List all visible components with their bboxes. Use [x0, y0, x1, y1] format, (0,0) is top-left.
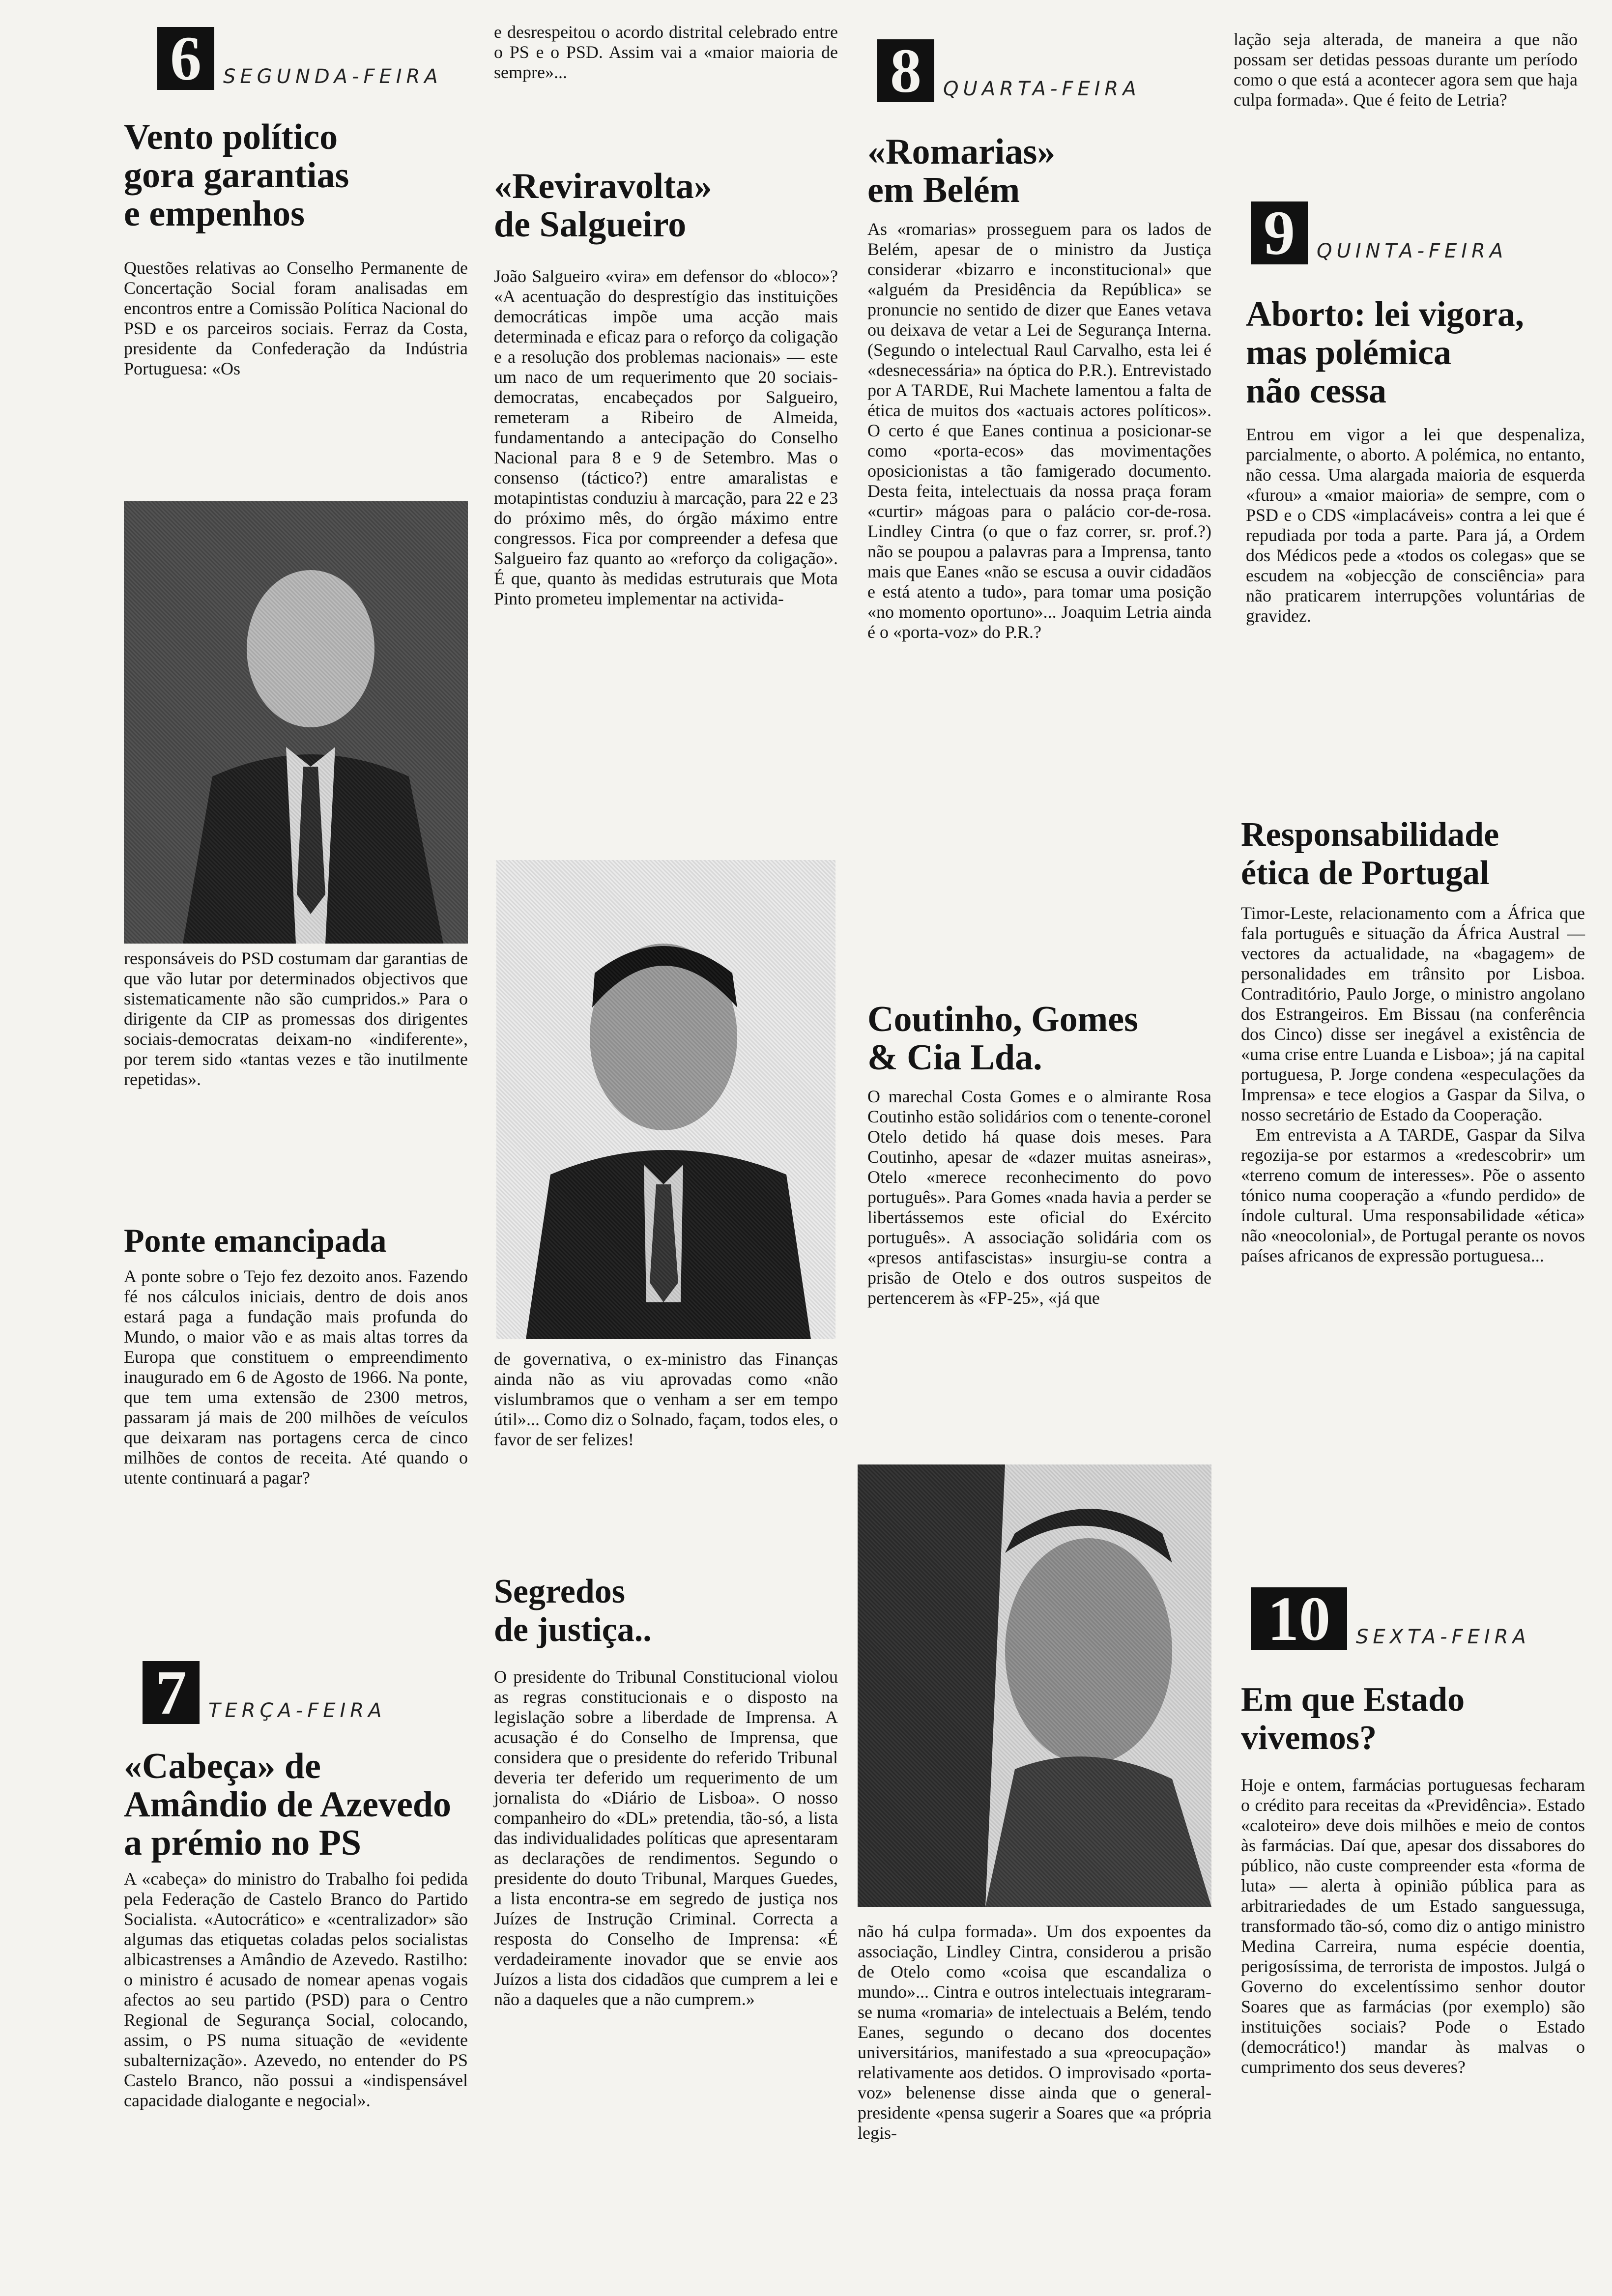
- day-name: QUINTA-FEIRA: [1317, 240, 1508, 262]
- day-number: 10: [1251, 1587, 1347, 1650]
- article-romarias-belem: [867, 133, 1211, 642]
- day-number: 6: [157, 27, 214, 90]
- photo-otelo: [858, 1464, 1211, 1907]
- day-badge-6: [157, 24, 442, 93]
- day-badge-10: [1251, 1584, 1530, 1654]
- day-number: 9: [1251, 201, 1308, 264]
- article-body: Questões relativas ao Conselho Permanente de Concertação Social foram analisadas em encontros entre a Comissão Política Nacional do PSD e os parceiros sociais. Ferraz da Costa, presidente da Confederação da Indústria Portuguesa: «Os: [124, 258, 468, 378]
- photo-salgueiro: [496, 860, 835, 1339]
- headline: Em que Estado vivemos?: [1241, 1681, 1465, 1757]
- day-badge-7: [143, 1658, 386, 1727]
- day-name: TERÇA-FEIRA: [208, 1699, 386, 1722]
- article-body: Timor-Leste, relacionamento com a África que fala português e situação da África Austral — vectores da actualidade, na «bagagem» de personalidades em trânsito por Lisboa. Contraditório, Paulo Jorge, o ministro angolano dos Estrangeiros. Em Bissau (na conferência dos Cinco) disse ser inegável a existência de «uma crise entre Luanda e Lisboa»; já na capital portuguesa, P. Jorge condena «especulações da Imprensa» e tece elogios a Gaspar da Silva, o nosso secretário de Estado da Cooperação.: [1241, 903, 1585, 1124]
- article-body: lação seja alterada, de maneira a que não possam ser detidas pessoas durante um período como o que está a acontecer agora sem que haja culpa formada». Que é feito de Letria?: [1234, 29, 1578, 110]
- article-body: A «cabeça» do ministro do Trabalho foi pedida pela Federação de Castelo Branco do Partido Socialista. «Autocrático» e «centralizador» são algumas das etiquetas coladas pelos socialistas albicastrenses a Amândio de Azevedo. Rastilho: o ministro é acusado de nomear apenas vogais afectos ao seu partido (PSD) para o Centro Regional de Segurança Social, colocando, assim, o PS numa situação de «evidente subalternização». Azevedo, no entender do PS Castelo Branco, não possui a «indispensável capacidade dialogante e negocial».: [124, 1869, 468, 2110]
- article-body: de governativa, o ex-ministro das Finanças ainda não as viu aprovadas como «não vislumbramos que o venham a ser em tempo útil»... Como diz o Solnado, façam, todos eles, o favor de ser felizes!: [494, 1349, 838, 1449]
- article-body: O marechal Costa Gomes e o almirante Rosa Coutinho estão solidários com o tenente-coronel Otelo detido há quase dois meses. Para Coutinho, apesar de «dazer muitas asneiras», Otelo «merece reconhecimento do povo português». Para Gomes «nada havia a perder se libertássemos este oficial do Exército português». A associação solidária com os «presos antifascistas» insurgiu-se contra a prisão de Otelo e dos outros suspeitos de pertencerem às «FP-25», «já que: [867, 1087, 1211, 1308]
- headline: Segredos de justiça..: [494, 1573, 652, 1649]
- headline: Responsabilidade ética de Portugal: [1241, 816, 1499, 892]
- article-body: e desrespeitou o acordo distrital celebrado entre o PS e o PSD. Assim vai a «maior maioria de sempre»...: [494, 22, 838, 82]
- headline: Coutinho, Gomes & Cia Lda.: [867, 999, 1138, 1078]
- article-segredos-justica: [494, 1573, 838, 2009]
- article-acordo-cont: [494, 22, 838, 83]
- photo-portrait-man: [124, 501, 468, 944]
- article-body: O presidente do Tribunal Constitucional violou as regras constitucionais e o disposto na legislação sobre a liberdade de Imprensa. A acusação é do Conselho de Imprensa, que considera que o presidente do referido Tribunal deveria ter deferido um requerimento de um jornalista do «Diário de Lisboa». O nosso companheiro do «DL» pretendia, tão-só, a lista das individualidades políticas que apresentaram as declarações de rendimentos. Segundo o presidente do douto Tribunal, Marques Guedes, a lista encontra-se em segredo de justiça nos Juízes de Instrução Criminal. Correcta a resposta do Conselho de Imprensa: «É verdadeiramente inovador que se envie aos Juízos a lista dos cidadãos que cumprem a lei e não a daqueles que a não cumprem.»: [494, 1667, 838, 2009]
- article-body: As «romarias» prosseguem para os lados de Belém, apesar de o ministro da Justiça considerar «bizarro e inconstitucional» que «alguém da Presidência da República» se pronuncie no sentido de dizer que Eanes vetava ou deixava de vetar a Lei de Segurança Interna. (Segundo o intelectual Raul Carvalho, esta lei é «desnecessária» na óptica do P.R.). Entrevistado por A TARDE, Rui Machete lamentou a falta de ética de muitos dos «actuais actores políticos». O certo é que Eanes continua a posicionar-se como «porta-ecos» das movimentações oposicionistas a tão famigerado documento. Desta feita, intelectuais da nossa praça foram «curtir» mágoas para o palácio cor-de-rosa. Lindley Cintra (o que o faz correr, sr. prof.?) não se poupou a palavras para a Imprensa, tanto mais que Eanes «não se escusa a ouvir cidadãos e está atento a tudo», para tomar uma posição «no momento oportuno»... Joaquim Letria ainda é o «porta-voz» do P.R.?: [867, 219, 1211, 642]
- article-body: Entrou em vigor a lei que despenaliza, parcialmente, o aborto. A polémica, no entanto, não cessa. Uma alargada maioria de esquerda «furou» a «maior maioria» de sempre, com o PSD e o CDS «implacáveis» contra a lei que é repudiada por toda a parte. Para já, a Ordem dos Médicos pede a «todos os colegas» que se escudem na «objecção de consciência» para não praticarem interrupções voluntárias de gravidez.: [1246, 425, 1585, 626]
- day-badge-9: [1251, 198, 1508, 268]
- article-aborto-lei: [1246, 295, 1585, 626]
- day-number: 7: [143, 1661, 200, 1724]
- day-name: SEGUNDA-FEIRA: [223, 65, 442, 88]
- article-body: responsáveis do PSD costumam dar garantias de que vão lutar por determinados objectivos que sistematicamente não são cumpridos.» Para o dirigente da CIP as promessas dos dirigentes sociais-democratas deixam-no «indiferente», por terem sido «tantas vezes e tão inutilmente repetidas».: [124, 948, 468, 1089]
- article-legislacao-cont: [1234, 29, 1578, 110]
- article-ponte-emancipada: [124, 1221, 468, 1488]
- day-number: 8: [877, 39, 934, 102]
- day-badge-8: [877, 36, 1141, 106]
- headline: «Reviravolta» de Salgueiro: [494, 166, 712, 245]
- headline: «Cabeça» de Amândio de Azevedo a prémio no PS: [124, 1746, 451, 1863]
- article-vento-cont: [124, 948, 468, 1090]
- day-name: QUARTA-FEIRA: [943, 78, 1141, 100]
- article-responsabilidade-etica: [1241, 816, 1585, 1266]
- article-body: Hoje e ontem, farmácias portuguesas fecharam o crédito para receitas da «Previdência». Estado «caloteiro» deve dois milhões e meio de contos às farmácias. Daí que, apesar dos dissabores do público, não custe compreender esta «forma de luta» — alerta à opinião pública para as arbitrariedades de um Estado sanguessuga, transformado tão-só, como diz o antigo ministro Medina Carreira, numa espécie doentia, perigosíssima, de terrorista de impostos. Julgá o Governo do excelentíssimo senhor doutor Soares que as farmácias (por exemplo) são instituições sociais? Pode o Estado (democrático!) mandar às malvas o cumprimento dos seus deveres?: [1241, 1775, 1585, 2077]
- article-reviravolta-salgueiro: [494, 167, 838, 609]
- article-em-que-estado: [1241, 1681, 1585, 2077]
- headline: Ponte emancipada: [124, 1222, 387, 1259]
- headline: Vento político gora garantias e empenhos: [124, 117, 349, 234]
- article-coutinho-gomes: [867, 1000, 1211, 1308]
- headline: «Romarias» em Belém: [867, 132, 1056, 210]
- article-body: Em entrevista a A TARDE, Gaspar da Silva regozija-se por estarmos a «redescobrir» um «terreno comum de interesses». Põe o assento tónico numa cooperação a «fundo perdido» de índole cultural. Uma responsabilidade «ética» não «neocolonial», de Portugal perante os novos países africanos de expressão portuguesa...: [1241, 1125, 1585, 1265]
- article-body: João Salgueiro «vira» em defensor do «bloco»? «A acentuação do desprestígio das instituições democráticas impõe uma acção mais determinada e eficaz para o reforço da coligação e a resolução dos problemas nacionais» — este um naco de um requerimento que 20 sociais-democratas, encabeçados por Salgueiro, remeteram a Ribeiro de Almeida, fundamentando a antecipação do Conselho Nacional para 8 e 9 de Setembro. Mas o consenso (táctico?) entre amaralistas e motapintistas conduziu à marcação, para 22 e 23 do próximo mês, do órgão máximo entre congressos. Fica por compreender a defesa que Salgueiro faz quanto ao «reforço da coligação». É que, quanto às medidas estruturais que Mota Pinto prometeu implementar na activida-: [494, 266, 838, 608]
- article-body: não há culpa formada». Um dos expoentes da associação, Lindley Cintra, considerou a prisão de Otelo como «coisa que escandaliza o mundo»... Cintra e outros intelectuais integraram-se numa «romaria» de intelectuais a Belém, tendo Eanes, segundo o decano dos docentes universitários, manifestado a sua «preocupação» relativamente aos detidos. O improvisado «porta-voz» belenense disse ainda que o general-presidente «pensa sugerir a Soares que «a própria legis-: [858, 1922, 1211, 2143]
- article-cabeca-amandio: [124, 1747, 468, 2111]
- article-vento-body: [124, 258, 468, 379]
- article-reviravolta-cont: [494, 1349, 838, 1450]
- day-name: SEXTA-FEIRA: [1356, 1626, 1530, 1648]
- article-vento-politico: [124, 118, 468, 233]
- headline: Aborto: lei vigora, mas polémica não cessa: [1246, 294, 1524, 410]
- article-body: A ponte sobre o Tejo fez dezoito anos. Fazendo fé nos cálculos iniciais, dentro de dois anos estará paga a fundação mais profunda do Mundo, o maior vão e as mais altas torres da Europa que constituem o empreendimento inaugurado em 6 de Agosto de 1966. Na ponte, que tem uma extensão de 2300 metros, passaram já mais de 200 milhões de veículos que deixaram nas portagens cerca de cinco milhões de contos de receita. Até quando o utente continuará a pagar?: [124, 1266, 468, 1488]
- article-coutinho-cont: [858, 1922, 1211, 2143]
